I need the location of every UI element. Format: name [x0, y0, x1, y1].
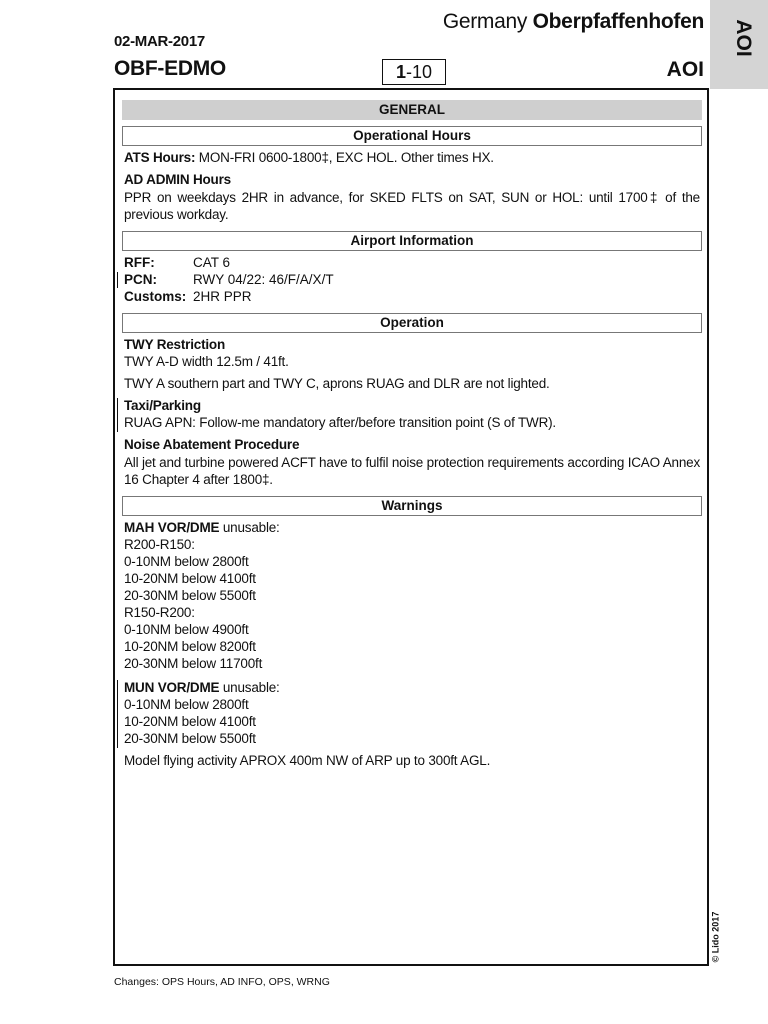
pcn-label: PCN: — [124, 272, 157, 287]
change-bar — [117, 272, 118, 288]
ats-hours-line — [124, 150, 494, 165]
mah-line: 0-10NM below 4900ft — [124, 622, 249, 637]
mah-line: 0-10NM below 2800ft — [124, 554, 249, 569]
mah-line: 20-30NM below 11700ft — [124, 656, 263, 671]
noise-abatement-text: All jet and turbine powered ACFT have to fulfil noise protection requirements according ICAO Annex 16 Chapter 4 after 1800‡. — [124, 455, 700, 487]
model-flying-text: Model flying activity APROX 400m NW of ARP up to 300ft AGL. — [124, 753, 491, 768]
section-operational-hours: Operational Hours — [122, 126, 702, 146]
taxi-parking-title-text: Taxi/Parking — [124, 398, 201, 413]
pcn-value: RWY 04/22: 46/F/A/X/T — [193, 272, 334, 287]
section-airport-information: Airport Information — [122, 231, 702, 251]
mun-line: 0-10NM below 2800ft — [124, 697, 249, 712]
airport-code: OBF-EDMO — [114, 57, 226, 80]
customs-label: Customs: — [124, 289, 187, 304]
admin-hours-text: PPR on weekdays 2HR in advance, for SKED FLTS on SAT, SUN or HOL: until 1700‡ of the previous workday. — [124, 190, 700, 222]
mah-vor-dme-title — [124, 520, 280, 535]
customs-value: 2HR PPR — [193, 289, 252, 304]
admin-hours-title-text: AD ADMIN Hours — [124, 172, 231, 187]
section-operation: Operation — [122, 313, 702, 333]
mun-line: 10-20NM below 4100ft — [124, 714, 256, 729]
mah-line: 10-20NM below 4100ft — [124, 571, 256, 586]
mun-vor-dme-label: MUN VOR/DME — [124, 680, 220, 695]
header-country-airport — [443, 10, 704, 34]
section-code: AOI — [666, 58, 704, 81]
page-number-rest: -10 — [406, 62, 433, 82]
content-frame — [113, 88, 709, 966]
rff-label: RFF: — [124, 255, 155, 270]
noise-abatement-title — [124, 437, 299, 452]
copyright: © Lido 2017 — [710, 911, 721, 963]
change-bar — [117, 398, 118, 432]
twy-restriction-line-1: TWY A-D width 12.5m / 41ft. — [124, 354, 289, 369]
page-number-bold: 1 — [395, 62, 406, 82]
mun-vor-dme-suffix: unusable: — [219, 680, 280, 695]
section-warnings: Warnings — [122, 496, 702, 516]
admin-hours-title — [124, 172, 231, 187]
country-name: Germany — [442, 10, 528, 33]
changes-footer: Changes: OPS Hours, AD INFO, OPS, WRNG — [114, 976, 330, 988]
mun-line: 20-30NM below 5500ft — [124, 731, 256, 746]
taxi-parking-title — [124, 398, 201, 413]
mah-vor-dme-suffix: unusable: — [219, 520, 280, 535]
change-bar — [117, 680, 118, 748]
mah-vor-dme-label: MAH VOR/DME — [124, 520, 220, 535]
twy-restriction-title — [124, 337, 225, 352]
effective-date: 02-MAR-2017 — [114, 33, 205, 50]
mah-line: 20-30NM below 5500ft — [124, 588, 256, 603]
airport-name: Oberpfaffenhofen — [532, 10, 704, 33]
mun-vor-dme-title — [124, 680, 280, 695]
ats-hours-text: MON-FRI 0600-1800‡, EXC HOL. Other times HX. — [195, 150, 494, 165]
side-tab-label: AOI — [732, 19, 755, 57]
rff-value: CAT 6 — [193, 255, 231, 270]
mah-line: R200-R150: — [124, 537, 195, 552]
ats-hours-label: ATS Hours: — [124, 150, 196, 165]
taxi-parking-text: RUAG APN: Follow-me mandatory after/before transition point (S of TWR). — [124, 415, 556, 430]
twy-restriction-title-text: TWY Restriction — [124, 337, 226, 352]
mah-line: R150-R200: — [124, 605, 195, 620]
twy-restriction-line-2: TWY A southern part and TWY C, aprons RUAG and DLR are not lighted. — [124, 376, 550, 391]
mah-line: 10-20NM below 8200ft — [124, 639, 256, 654]
noise-abatement-title-text: Noise Abatement Procedure — [124, 437, 300, 452]
general-header: GENERAL — [122, 100, 702, 120]
page-number — [382, 59, 446, 85]
